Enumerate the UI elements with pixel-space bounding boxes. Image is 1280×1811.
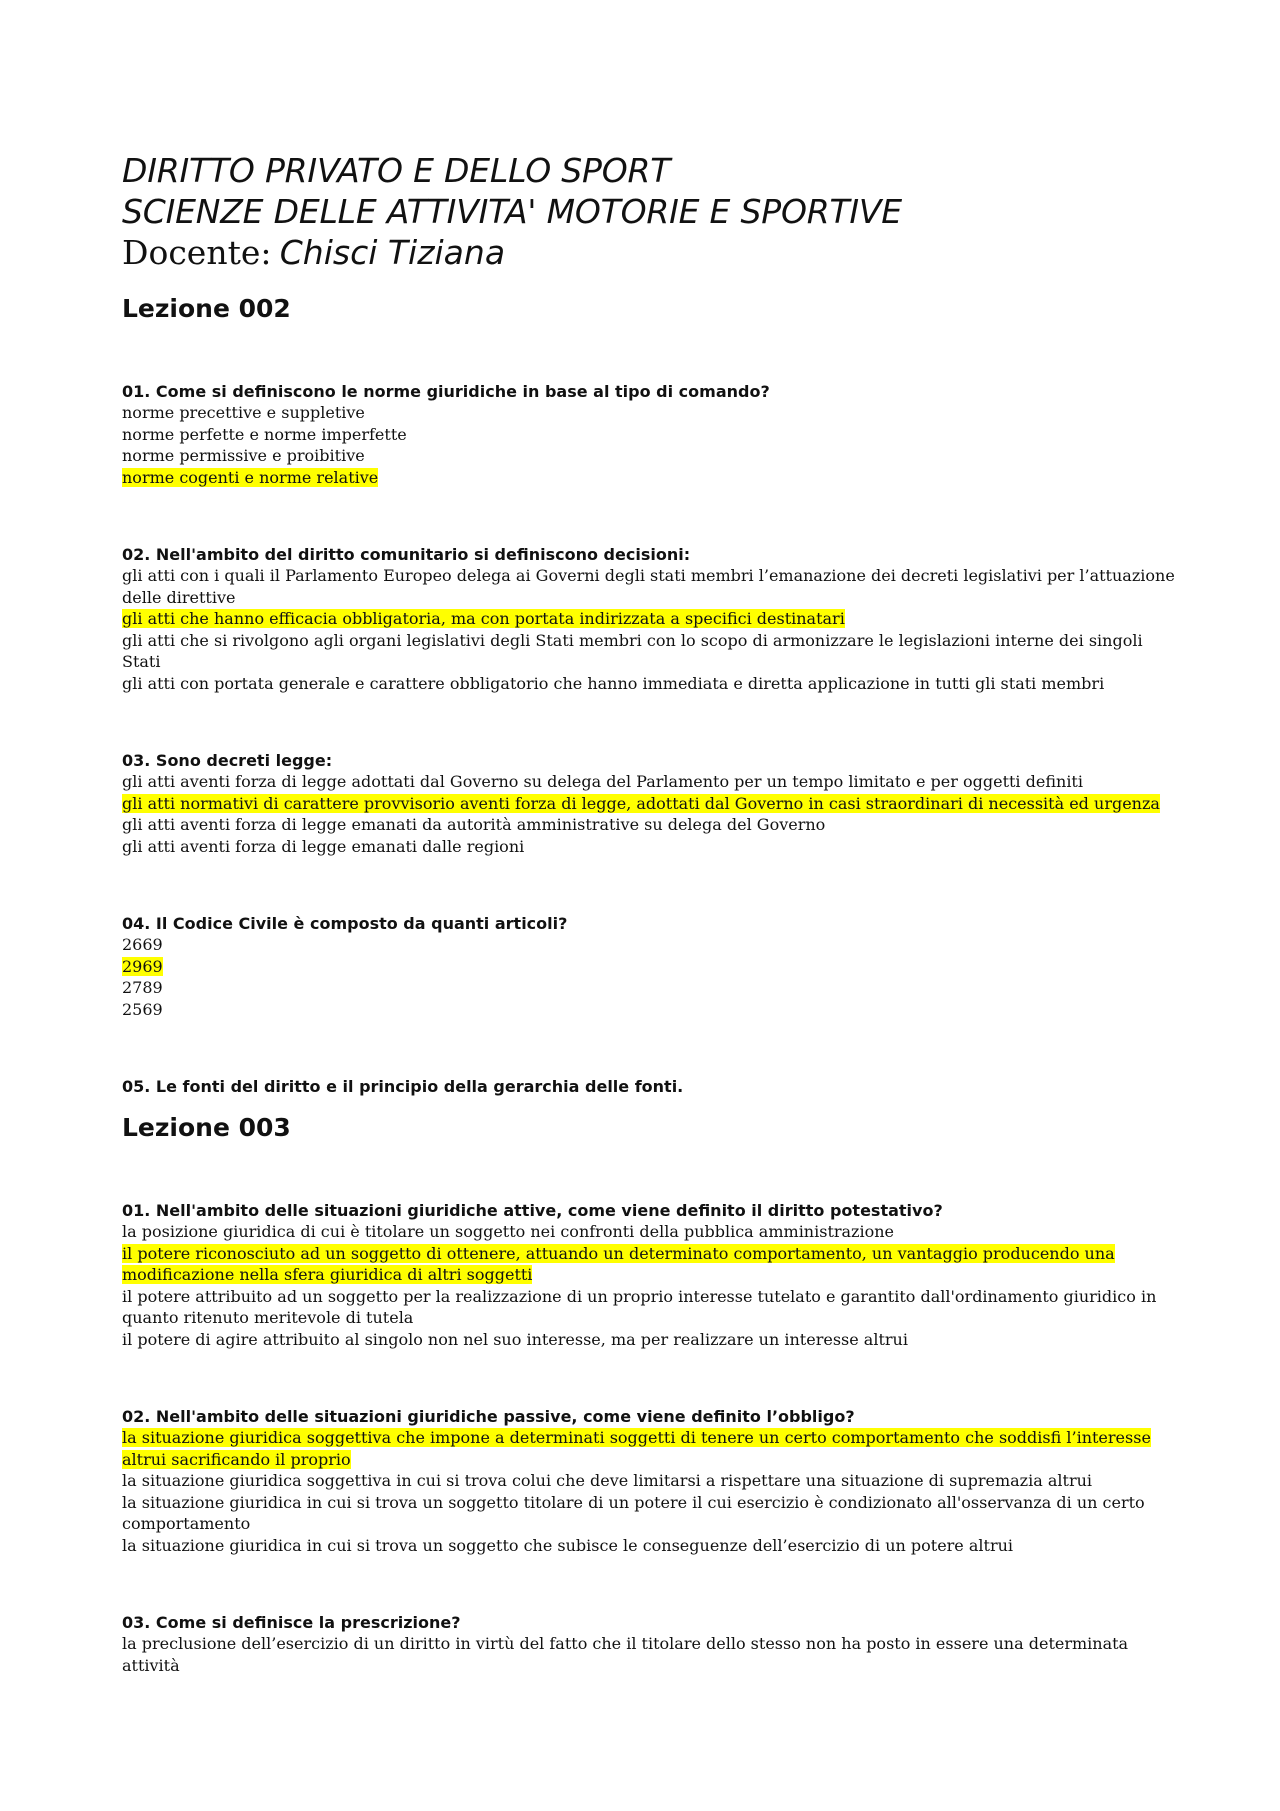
question-block bbox=[122, 913, 1182, 1020]
teacher-line bbox=[122, 232, 1182, 275]
answer-option: gli atti aventi forza di legge emanati dalle regioni bbox=[122, 836, 525, 856]
answer-option-correct bbox=[122, 956, 1182, 978]
question-block bbox=[122, 750, 1182, 857]
answer-option: la situazione giuridica in cui si trova un soggetto titolare di un potere il cui esercizio è condizionato all'osservanza di un certo comportamento bbox=[122, 1492, 1145, 1533]
answer-option: il potere di agire attribuito al singolo non nel suo interesse, ma per realizzare un interesse altrui bbox=[122, 1329, 908, 1349]
answer-option-correct bbox=[122, 467, 1182, 489]
answer-option-correct bbox=[122, 608, 1182, 630]
question-text: 01. Nell'ambito delle situazioni giuridiche attive, come viene definito il diritto potestativo? bbox=[122, 1201, 943, 1220]
answer-list bbox=[122, 934, 1182, 1020]
answer-list bbox=[122, 1633, 1182, 1676]
lesson-title: Lezione 003 bbox=[122, 1113, 291, 1142]
answer-list bbox=[122, 1221, 1182, 1350]
answer-option: la posizione giuridica di cui è titolare un soggetto nei confronti della pubblica amministrazione bbox=[122, 1222, 895, 1241]
answer-option: 2669 bbox=[122, 935, 163, 954]
answer-option: gli atti che si rivolgono agli organi legislativi degli Stati membri con lo scopo di armonizzare le legislazioni interne dei singoli Stati bbox=[122, 630, 1143, 671]
lesson-title: Lezione 002 bbox=[122, 294, 291, 323]
document-page bbox=[122, 150, 1182, 1676]
answer-list bbox=[122, 402, 1182, 488]
correct-answer-highlight: 2969 bbox=[122, 956, 163, 976]
correct-answer-highlight: gli atti che hanno efficacia obbligatoria, ma con portata indirizzata a specifici destinatari bbox=[122, 609, 845, 628]
answer-option: la preclusione dell’esercizio di un diritto in virtù del fatto che il titolare dello stesso non ha posto in essere una determinata attività bbox=[122, 1634, 1129, 1675]
question-text: 04. Il Codice Civile è composto da quanti articoli? bbox=[122, 914, 568, 933]
question-block bbox=[122, 1612, 1182, 1676]
answer-option: norme permissive e proibitive bbox=[122, 446, 365, 465]
question-text: 01. Come si definiscono le norme giuridiche in base al tipo di comando? bbox=[122, 382, 770, 401]
answer-option: norme precettive e suppletive bbox=[122, 403, 365, 422]
answer-option: 2569 bbox=[122, 999, 163, 1019]
correct-answer-highlight: la situazione giuridica soggettiva che impone a determinati soggetti di tenere un certo comportamento che soddisfi l’interesse altrui sacrificando il proprio bbox=[122, 1428, 1151, 1469]
correct-answer-highlight: il potere riconosciuto ad un soggetto di ottenere, attuando un determinato comportamento, un vantaggio producendo una modificazione nella sfera giuridica di altri soggetti bbox=[122, 1243, 1115, 1284]
teacher-label: Docente: bbox=[122, 233, 272, 272]
question-text: 05. Le fonti del diritto e il principio della gerarchia delle fonti. bbox=[122, 1077, 684, 1096]
correct-answer-highlight: gli atti normativi di carattere provvisorio aventi forza di legge, adottati dal Governo in casi straordinari di necessità ed urgenza bbox=[122, 793, 1160, 813]
question-block bbox=[122, 1406, 1182, 1556]
answer-option: gli atti con i quali il Parlamento Europeo delega ai Governi degli stati membri l’emanazione dei decreti legislativi per l’attuazione delle direttive bbox=[122, 566, 1175, 607]
question-block bbox=[122, 1200, 1182, 1350]
answer-option: 2789 bbox=[122, 978, 163, 997]
teacher-name: Chisci Tiziana bbox=[279, 233, 506, 272]
answer-option-correct bbox=[122, 793, 1182, 815]
question-text: 03. Come si definisce la prescrizione? bbox=[122, 1613, 461, 1632]
answer-option: gli atti aventi forza di legge adottati dal Governo su delega del Parlamento per un tempo limitato e per oggetti definiti bbox=[122, 772, 1083, 791]
answer-option: il potere attribuito ad un soggetto per la realizzazione di un proprio interesse tutelato e garantito dall'ordinamento giuridico in quanto ritenuto meritevole di tutela bbox=[122, 1286, 1157, 1327]
answer-option: norme perfette e norme imperfette bbox=[122, 424, 407, 444]
question-text: 02. Nell'ambito del diritto comunitario si definiscono decisioni: bbox=[122, 545, 691, 564]
answer-option-correct bbox=[122, 1243, 1182, 1286]
question-block bbox=[122, 1076, 1182, 1097]
answer-option: la situazione giuridica in cui si trova un soggetto che subisce le conseguenze dell’esercizio di un potere altrui bbox=[122, 1535, 1014, 1555]
correct-answer-highlight: norme cogenti e norme relative bbox=[122, 467, 379, 487]
answer-list bbox=[122, 771, 1182, 857]
question-text: 03. Sono decreti legge: bbox=[122, 751, 333, 770]
question-block bbox=[122, 544, 1182, 694]
degree-title: SCIENZE DELLE ATTIVITA' MOTORIE E SPORTIVE bbox=[122, 192, 902, 231]
question-block bbox=[122, 381, 1182, 488]
course-title: DIRITTO PRIVATO E DELLO SPORT bbox=[122, 151, 671, 190]
answer-option: la situazione giuridica soggettiva in cui si trova colui che deve limitarsi a rispettare una situazione di supremazia altrui bbox=[122, 1471, 1093, 1490]
answer-option: gli atti con portata generale e carattere obbligatorio che hanno immediata e diretta applicazione in tutti gli stati membri bbox=[122, 673, 1105, 693]
answer-option: gli atti aventi forza di legge emanati da autorità amministrative su delega del Governo bbox=[122, 815, 826, 834]
answer-list bbox=[122, 565, 1182, 694]
question-text: 02. Nell'ambito delle situazioni giuridiche passive, come viene definito l’obbligo? bbox=[122, 1407, 855, 1426]
answer-list bbox=[122, 1427, 1182, 1556]
answer-option-correct bbox=[122, 1427, 1182, 1470]
